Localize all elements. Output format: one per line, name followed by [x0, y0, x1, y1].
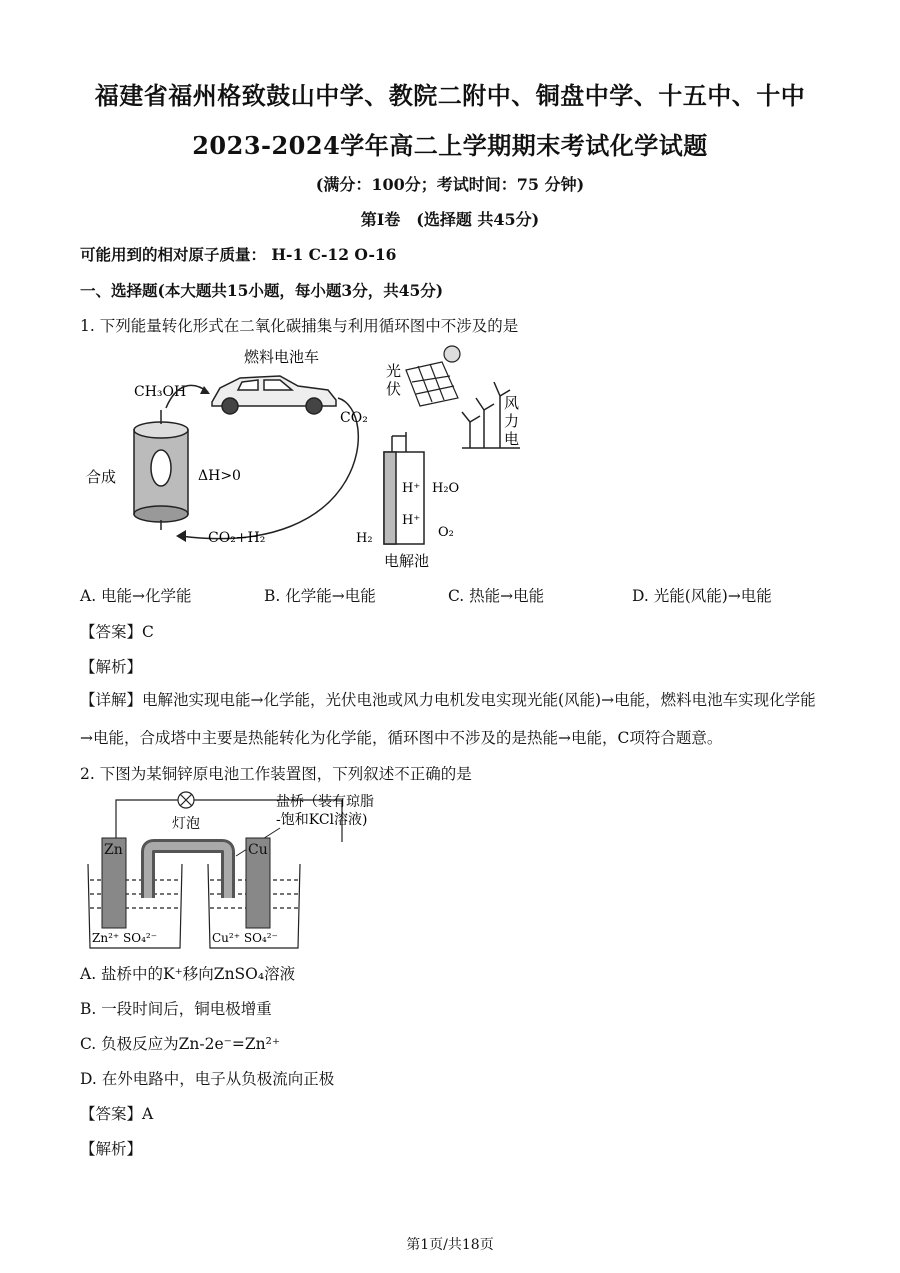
zn-label: Zn	[104, 842, 123, 858]
title-line-2: 2023-2024学年高二上学期期末考试化学试题	[192, 131, 708, 160]
bridge-label-1: 盐桥（装有琼脂	[276, 794, 374, 810]
hplus-label-2: H⁺	[402, 513, 421, 528]
q1-option-d: D. 光能(风能)→电能	[632, 587, 772, 605]
left-solution-label: Zn²⁺ SO₄²⁻	[92, 931, 158, 945]
pv-label-2: 伏	[386, 380, 402, 398]
q2-stem: 2. 下图为某铜锌原电池工作装置图，下列叙述不正确的是	[80, 765, 472, 783]
q1-answer: 【答案】C	[80, 623, 154, 641]
electrolyzer-label: 电解池	[384, 552, 430, 570]
q2-option-a: A. 盐桥中的K⁺移向ZnSO₄溶液	[80, 965, 296, 983]
q2-option-b: B. 一段时间后，铜电极增重	[80, 1000, 272, 1018]
salt-bridge-inner	[148, 846, 228, 898]
cu-label: Cu	[248, 842, 268, 858]
section-heading: 一、选择题(本大题共15小题，每小题3分，共45分)	[80, 281, 444, 300]
bridge-label-2: -饱和KCl溶液)	[276, 812, 368, 828]
co2-label: CO₂	[340, 410, 368, 426]
q1-cycle-figure	[80, 340, 540, 580]
volume-heading: 第Ⅰ卷 (选择题 共45分)	[360, 210, 540, 229]
fuel-cell-car-icon	[212, 376, 336, 414]
h2o-label: H₂O	[432, 481, 460, 496]
wind-label-3: 电	[504, 430, 520, 448]
q2-analysis: 【解析】	[80, 1140, 143, 1158]
hplus-label-1: H⁺	[402, 481, 421, 496]
pv-label-1: 光	[386, 362, 402, 380]
wind-label-2: 力	[504, 412, 520, 430]
q1-option-a: A. 电能→化学能	[80, 587, 192, 605]
h2-label: H₂	[356, 531, 373, 546]
q1-detail: 【详解】电解池实现电能→化学能，光伏电池或风力电机发电实现光能(风能)→电能，燃料电池车实现化学能→电能，合成塔中主要是热能转化为化学能，循环图中不涉及的是热能→电能，C项符合题意。	[80, 691, 816, 747]
ch3oh-label: CH₃OH	[134, 384, 187, 400]
delta-h-label: ΔH>0	[198, 468, 241, 484]
q2-option-c: C. 负极反应为Zn-2e⁻=Zn²⁺	[80, 1035, 281, 1053]
salt-bridge	[148, 846, 228, 898]
q1-stem: 1. 下列能量转化形式在二氧化碳捕集与利用循环图中不涉及的是	[80, 317, 519, 335]
bulb-icon	[178, 792, 194, 808]
page-footer: 第1页/共18页	[406, 1237, 494, 1253]
exam-info: (满分：100分；考试时间：75 分钟)	[315, 175, 585, 194]
q2-galvanic-cell-figure	[86, 790, 386, 950]
title-line-1: 福建省福州格致鼓山中学、教院二附中、铜盘中学、十五中、十中	[94, 81, 806, 110]
right-solution-label: Cu²⁺ SO₄²⁻	[212, 931, 278, 945]
arrowhead	[176, 530, 186, 542]
synthesis-label: 合成	[86, 468, 117, 486]
q2-answer: 【答案】A	[80, 1105, 154, 1123]
q1-analysis: 【解析】	[80, 658, 143, 676]
wind-label-1: 风	[504, 394, 520, 412]
q1-option-b: B. 化学能→电能	[264, 587, 376, 605]
bulb-label: 灯泡	[172, 816, 200, 832]
solar-panel-icon	[406, 346, 460, 406]
synthesis-tower-icon	[134, 410, 188, 530]
q1-option-c: C. 热能→电能	[448, 587, 545, 605]
o2-label: O₂	[438, 525, 454, 540]
car-label: 燃料电池车	[244, 348, 320, 366]
atomic-mass-line: 可能用到的相对原子质量： H-1 C-12 O-16	[80, 245, 397, 264]
q2-option-d: D. 在外电路中，电子从负极流向正极	[80, 1070, 335, 1088]
co2-h2-label: CO₂+H₂	[208, 530, 266, 546]
